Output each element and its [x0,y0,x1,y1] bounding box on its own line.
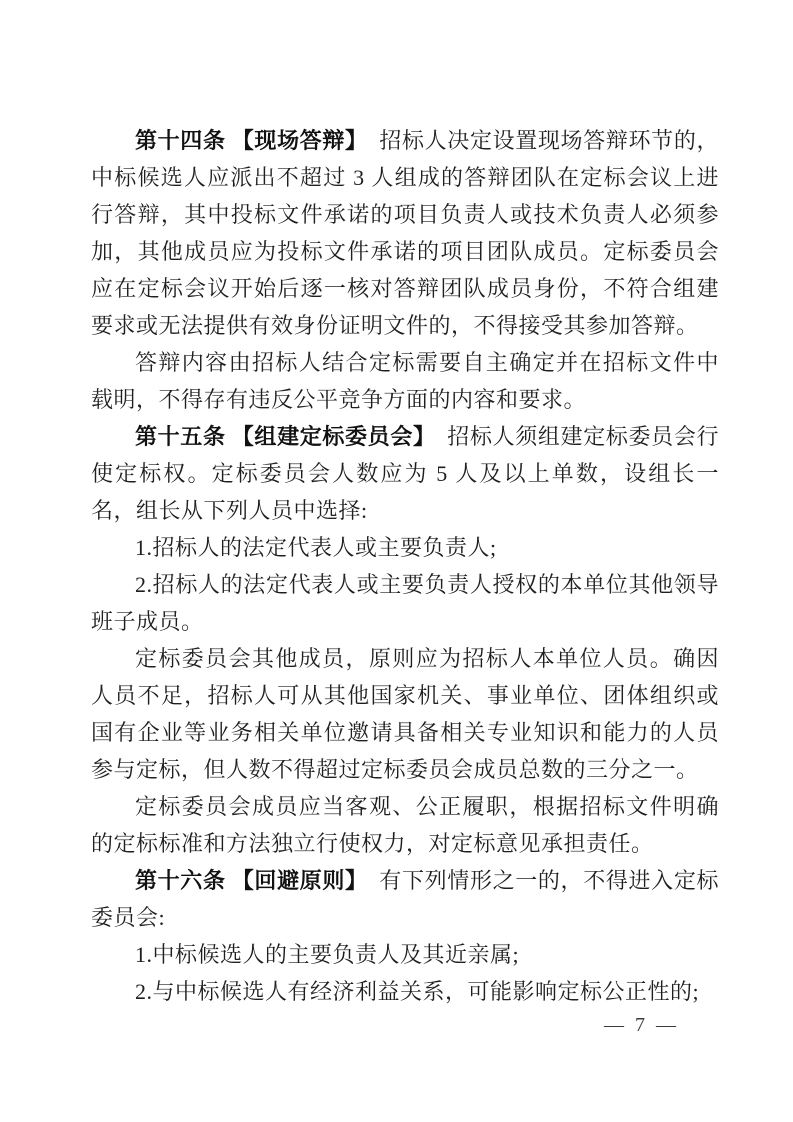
paragraph-text: 答辩内容由招标人结合定标需要自主确定并在招标文件中载明，不得存有违反公平竞争方面的内容和要求。 [91,350,719,412]
paragraph-text: 定标委员会成员应当客观、公正履职，根据招标文件明确的定标标准和方法独立行使权力，对定标意见承担责任。 [91,794,719,856]
paragraph-article-14 [91,122,719,344]
article-15-text: 招标人须组建定标委员会行使定标权。定标委员会人数应为 5 人及以上单数，设组长一名，组长从下列人员中选择: [91,424,719,523]
article-14-heading: 第十四条 【现场答辩】 [135,128,357,153]
list-item-1-article-15 [91,529,719,566]
list-item-text: 1.招标人的法定代表人或主要负责人; [135,535,497,560]
paragraph-member-duty [91,788,719,862]
article-16-text: 有下列情形之一的，不得进入定标委员会: [91,868,719,930]
paragraph-article-15 [91,418,719,529]
page-number: — 7 — [604,1014,679,1036]
paragraph-article-16 [91,862,719,936]
document-body [91,122,719,1010]
paragraph-defense-content [91,344,719,418]
article-16-heading: 第十六条 【回避原则】 [135,868,357,893]
list-item-2-article-15 [91,566,719,640]
list-item-2-article-16 [91,973,719,1010]
paragraph-other-members [91,640,719,788]
list-item-1-article-16 [91,936,719,973]
list-item-text: 1.中标候选人的主要负责人及其近亲属; [135,942,520,967]
article-14-text: 招标人决定设置现场答辩环节的，中标候选人应派出不超过 3 人组成的答辩团队在定标会议上进行答辩，其中投标文件承诺的项目负责人或技术负责人必须参加，其他成员应为投标文件承诺的项目团队成员。定标委员会应在定标会议开始后逐一核对答辩团队成员身份，不符合组建要求或无法提供有效身份证明文件的，不得接受其参加答辩。 [91,128,719,338]
list-item-text: 2.与中标候选人有经济利益关系，可能影响定标公正性的; [135,979,700,1004]
article-15-heading: 第十五条 【组建定标委员会】 [135,424,425,449]
paragraph-text: 定标委员会其他成员，原则应为招标人本单位人员。确因人员不足，招标人可从其他国家机关、事业单位、团体组织或国有企业等业务相关单位邀请具备相关专业知识和能力的人员参与定标，但人数不得超过定标委员会成员总数的三分之一。 [91,646,719,782]
list-item-text: 2.招标人的法定代表人或主要负责人授权的本单位其他领导班子成员。 [91,572,719,634]
